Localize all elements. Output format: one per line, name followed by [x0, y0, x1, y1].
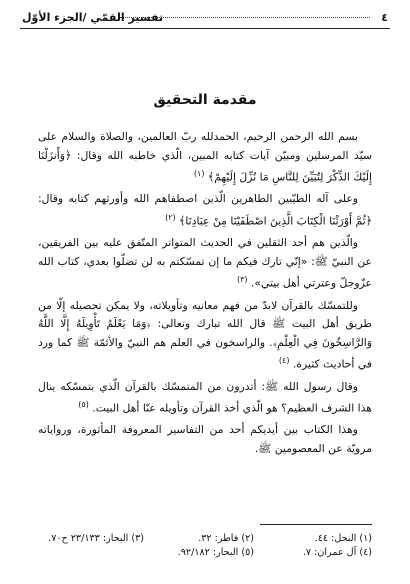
paragraph: والّذين هم أحد الثقلين في الحديث المتواتر المتّفق عليه بين الفريقين، عن النبيّ ﷺ: «إنّي تارك فيكم ما إن تمسّكتم به لن تضلّوا بعدي، كتاب الله عزّوجلّ وعترتي أهل بيتي». $^{(٣)}$	[38, 236, 372, 290]
footnote-row	[20, 546, 372, 560]
page-number: ٤	[381, 11, 388, 24]
paragraph: وعلى آله الطيّبين الطاهرين الّذين اصطفاهم الله وأورثهم كتابه وقال: ﴿ثُمَّ أَوْرَثْنَا الْكِتَابَ الَّذِينَ اصْطَفَيْنَا مِنْ عِبَادِنَا﴾ $^{(٢)}$	[38, 192, 372, 228]
running-header	[20, 8, 390, 28]
footnote: (٣) البحار: ٢٣/١٣٣ ح٧٠.	[48, 533, 144, 544]
header-rule	[20, 28, 390, 29]
footnote: (٢) فاطر: ٣٢.	[198, 533, 254, 544]
footnote-mark: (٤)	[278, 356, 290, 366]
footnote: (١) النحل: ٤٤.	[314, 533, 372, 544]
footnote: (٤) آل عمران: ٧.	[302, 547, 372, 558]
footnote-mark: (١)	[193, 169, 205, 179]
footnote: (٥) البحار: ٩٢/١٨٢.	[177, 547, 254, 558]
paragraph: بسم الله الرحمن الرحيم، الحمدلله ربّ العالمين، والصلاة والسلام على سيّد المرسلين ومبيّن آيات كتابه المبين، الّذي خاطبه الله وقال: ﴿وَأَنزَلْنَا إِلَيْكَ الذِّكْرَ لِتُبَيِّنَ لِلنَّاسِ مَا نُزِّلَ إِلَيْهِمْ﴾ $^{(١)}$	[38, 130, 372, 184]
running-title: تفسير القمّي /الجزء الأوّل	[22, 11, 164, 24]
section-title: مقدمة التحقيق	[153, 92, 257, 108]
paragraph: وقال رسول الله ﷺ: أتدرون من المتمسّك بالقرآن الّذي بتمسّكه ينال هذا الشرف العظيم؟ هو الّذي أخذ القرآن وتأويله عنّا أهل البيت. $^{(٥)}$	[38, 379, 372, 415]
footnote-mark: (٢)	[165, 212, 176, 222]
footnotes	[20, 532, 372, 560]
footnote-row	[20, 532, 372, 546]
body-text	[38, 128, 372, 461]
footnote-rule	[260, 524, 372, 525]
footnote-mark: (٣)	[236, 275, 248, 285]
paragraph: وهذا الكتاب بين أيديكم أحد من التفاسير المعروفة المأثورة، ورواياته مرويّة عن المعصومين ﷺ.	[38, 423, 372, 455]
paragraph: وللتمسّك بالقرآن لابدّ من فهم معانيه وتأويلاته، ولا يمكن تحصيله إلّا من طريق أهل البيت ﷺ قال الله تبارك وتعالى: ﴿وَمَا يَعْلَمُ تَأْوِيلَهُ إِلَّا اللَّهُ وَالرَّاسِخُونَ فِي الْعِلْمِ﴾. والراسخون في العلم هم النبيّ والأئمّة ﷺ كما ورد في أحاديث كثيرة. $^{(٤)}$	[38, 298, 372, 371]
footnote-mark: (٥)	[78, 400, 89, 410]
